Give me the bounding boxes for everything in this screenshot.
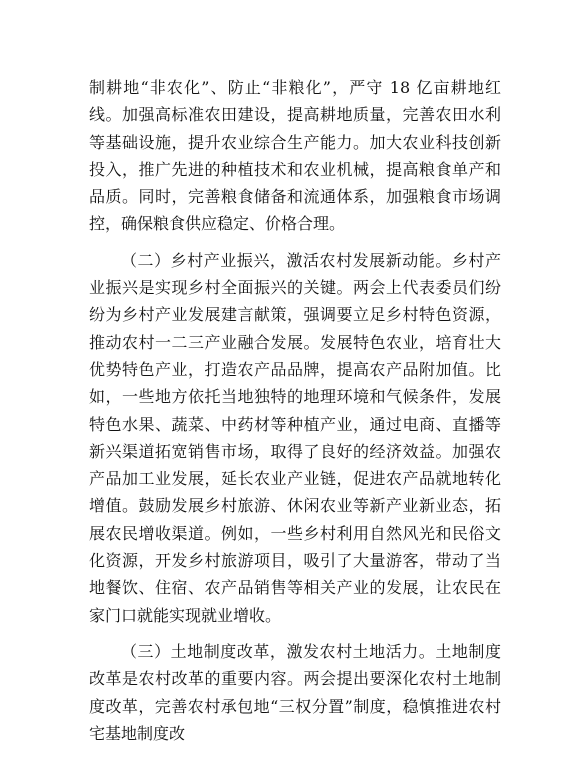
document-body bbox=[89, 74, 501, 747]
paragraph-grain-security bbox=[89, 74, 501, 238]
section-heading: （三）土地制度改革，激发农村土地活力。 bbox=[121, 641, 436, 661]
paragraph-gap bbox=[89, 238, 501, 247]
paragraph-land-reform bbox=[89, 638, 501, 747]
paragraph-text: 土地制度改革是农村改革的重要内容。两会提出要深化农村土地制度改革，完善农村承包地“三权分置”制度，稳慎推进农村宅基地制度改 bbox=[89, 641, 501, 743]
paragraph-industry-revitalization bbox=[89, 247, 501, 629]
section-heading: （二）乡村产业振兴，激活农村发展新动能。 bbox=[121, 250, 452, 270]
paragraph-text: 制耕地“非农化”、防止“非粮化”，严守 18 亿亩耕地红线。加强高标准农田建设，提高耕地质量，完善农田水利等基础设施，提升农业综合生产能力。加大农业科技创新投入，推广先进的种植技术和农业机械，提高粮食单产和品质。同时，完善粮食储备和流通体系，加强粮食市场调控，确保粮食供应稳定、价格合理。 bbox=[89, 78, 501, 234]
paragraph-text: 乡村产业振兴是实现乡村全面振兴的关键。两会上代表委员们纷纷为乡村产业发展建言献策，强调要立足乡村特色资源，推动农村一二三产业融合发展。发展特色农业，培育壮大优势特色产业，打造农产品品牌，提高农产品附加值。比如，一些地方依托当地独特的地理环境和气候条件，发展特色水果、蔬菜、中药材等种植产业，通过电商、直播等新兴渠道拓宽销售市场，取得了良好的经济效益。加强农产品加工业发展，延长农业产业链，促进农产品就地转化增值。鼓励发展乡村旅游、休闲农业等新产业新业态，拓展农民增收渠道。例如，一些乡村利用自然风光和民俗文化资源，开发乡村旅游项目，吸引了大量游客，带动了当地餐饮、住宿、农产品销售等相关产业的发展，让农民在家门口就能实现就业增收。 bbox=[89, 250, 501, 625]
paragraph-gap bbox=[89, 629, 501, 638]
